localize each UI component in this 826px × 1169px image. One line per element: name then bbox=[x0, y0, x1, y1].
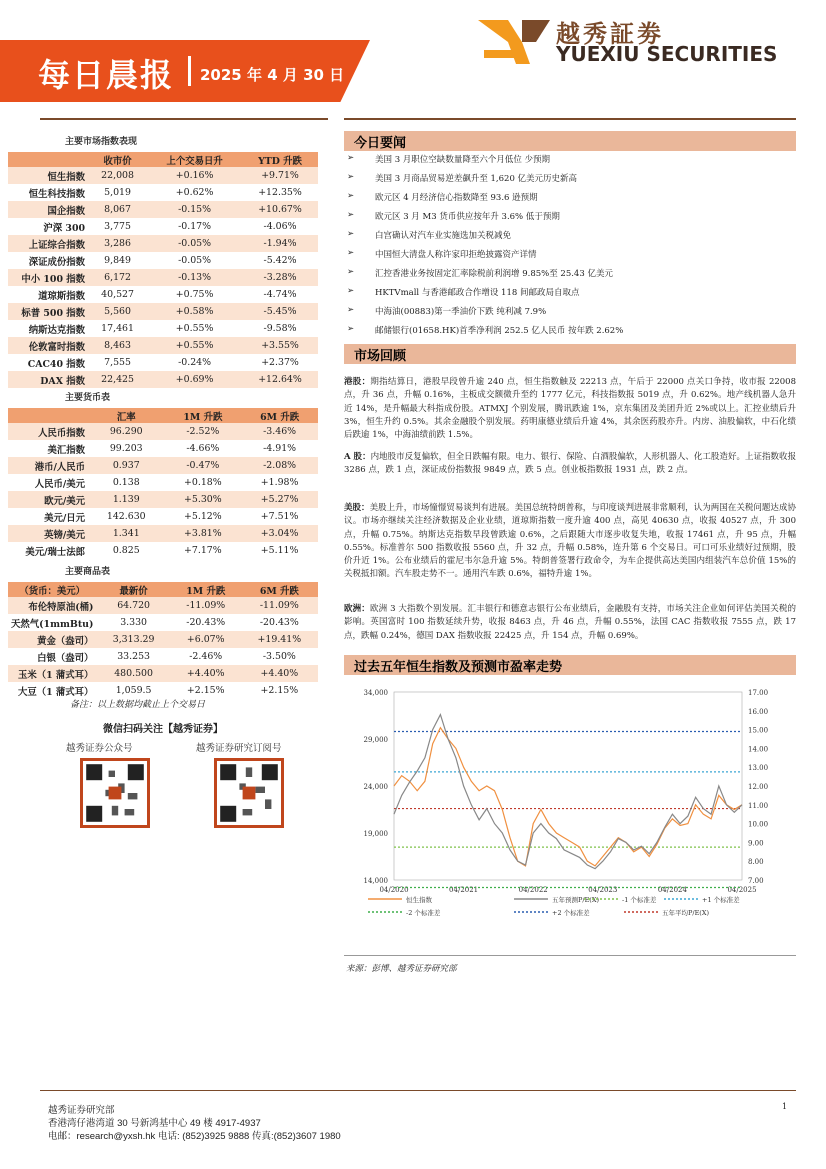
row-value: -5.45% bbox=[242, 303, 318, 320]
row-value: +0.55% bbox=[175, 323, 214, 334]
footer-address: 香港湾仔港湾道 30 号新鸿基中心 49 楼 4917-4937 bbox=[48, 1118, 261, 1129]
today-news-header bbox=[344, 131, 796, 151]
row-value: +0.16% bbox=[147, 167, 242, 184]
row-label: 欧元/美元 bbox=[8, 491, 88, 508]
y-left-tick-label: 14,000 bbox=[363, 877, 388, 885]
table-row bbox=[8, 269, 318, 286]
news-item-text: 欧元区 3 月 M3 货币供应按年升 3.6% 低于预期 bbox=[375, 212, 560, 222]
row-value: -3.28% bbox=[242, 269, 318, 286]
legend-label: +1 个标准差 bbox=[702, 896, 740, 904]
x-tick-label: 04/2021 bbox=[449, 886, 479, 894]
row-label: CAC40 指数 bbox=[27, 358, 85, 370]
row-value: +3.04% bbox=[241, 525, 318, 542]
table-header-row: （货币：美元） 最新价 1M 升跌 6M 升跌 bbox=[8, 582, 318, 597]
row-value: 99.203 bbox=[109, 443, 143, 454]
review-eu bbox=[344, 603, 796, 643]
hsi-pe-chart bbox=[344, 680, 796, 942]
right-divider bbox=[344, 118, 796, 120]
table-row bbox=[8, 614, 318, 631]
row-value: 96.290 bbox=[88, 423, 165, 440]
row-value: +4.40% bbox=[171, 665, 241, 682]
row-value: +7.51% bbox=[260, 511, 299, 522]
qr-code-icon[interactable] bbox=[214, 758, 284, 828]
row-value: 3,775 bbox=[104, 221, 131, 232]
review-a-label: A 股： bbox=[344, 452, 371, 462]
news-item-text: 欧元区 4 月经济信心指数降至 93.6 逊预期 bbox=[375, 193, 538, 203]
row-value: +6.07% bbox=[171, 631, 241, 648]
y-right-tick-label: 12.00 bbox=[748, 783, 769, 791]
table-row bbox=[8, 542, 318, 559]
legend-label: -2 个标准差 bbox=[406, 909, 441, 917]
logo-english: YUEXIU SECURITIES bbox=[556, 42, 778, 66]
row-value: +10.67% bbox=[242, 201, 318, 218]
review-hk bbox=[344, 376, 796, 442]
row-value: 480.500 bbox=[96, 665, 170, 682]
row-value: -4.66% bbox=[186, 443, 220, 454]
row-value: +5.27% bbox=[241, 491, 318, 508]
row-value: -0.24% bbox=[178, 357, 212, 368]
market-index-title: 主要市场指数表现 bbox=[65, 137, 138, 147]
row-value: -3.50% bbox=[262, 651, 296, 662]
row-value: 0.138 bbox=[112, 477, 140, 488]
legend-label: +2 个标准差 bbox=[552, 909, 590, 917]
row-value: 3.330 bbox=[120, 617, 148, 628]
row-value: +4.40% bbox=[241, 665, 318, 682]
row-value: -0.17% bbox=[178, 221, 212, 232]
market-review-title: 市场回顾 bbox=[354, 349, 407, 364]
row-value: 22,425 bbox=[88, 371, 147, 388]
table-footnote: 备注：以上数据均截止上个交易日 bbox=[70, 700, 206, 710]
row-label: 沪深 300 bbox=[43, 222, 85, 234]
table-row bbox=[8, 201, 318, 218]
row-value: +3.81% bbox=[165, 525, 242, 542]
review-eu-text: 欧洲 3 大指数个别发展。汇丰银行和德意志银行公布业绩后，金融股有支持，市场关注企业如何评估美国关税的影响。英国富时 100 指数延续升势，收报 8463 点，升 46 点，升幅 0.55%，法国 CAC 指数收报 7555 点，跌 17 点，跌幅 0.24%，德国 DAX 指数收报 22425 点，升 154 点，升幅 0.69%。 bbox=[344, 604, 796, 641]
row-value: +0.55% bbox=[147, 337, 242, 354]
row-label: 上证综合指数 bbox=[8, 235, 88, 252]
row-value: 3,286 bbox=[88, 235, 147, 252]
review-us bbox=[344, 502, 796, 582]
table-row bbox=[8, 371, 318, 388]
qr-code-icon[interactable] bbox=[80, 758, 150, 828]
row-value: +7.17% bbox=[184, 545, 222, 556]
row-label: 伦敦富时指数 bbox=[8, 337, 88, 354]
row-value: 9,849 bbox=[104, 255, 131, 266]
row-value: -0.15% bbox=[147, 201, 242, 218]
row-value: 33.253 bbox=[117, 651, 151, 662]
left-divider bbox=[40, 118, 328, 120]
y-right-tick-label: 16.00 bbox=[748, 707, 769, 716]
row-label: 英镑/美元 bbox=[8, 525, 88, 542]
market-review-header bbox=[344, 344, 796, 364]
table-row bbox=[8, 167, 318, 184]
row-value: +2.15% bbox=[186, 685, 225, 696]
y-right-tick-label: 11.00 bbox=[748, 801, 769, 810]
title-separator bbox=[188, 56, 191, 86]
qr-label-account: 越秀证券公众号 bbox=[66, 743, 133, 754]
row-value: 6,172 bbox=[88, 269, 147, 286]
table-row bbox=[8, 665, 318, 682]
table-row bbox=[8, 474, 318, 491]
x-tick-label: 04/2022 bbox=[518, 886, 548, 894]
news-item-text: 邮储银行(01658.HK)首季净利润 252.5 亿人民币 按年跌 2.62% bbox=[375, 326, 624, 336]
review-eu-label: 欧洲： bbox=[344, 604, 370, 614]
row-value: 64.720 bbox=[96, 597, 170, 614]
news-item-text: 白宫确认对汽车业实施选加关税减免 bbox=[375, 231, 512, 241]
row-label: 美元/日元 bbox=[44, 512, 85, 524]
news-item-text: 中海油(00883)第一季油价下跌 纯利减 7.9% bbox=[375, 307, 547, 317]
row-value: -0.05% bbox=[178, 255, 212, 266]
chart-header bbox=[344, 655, 796, 675]
row-value: 1.341 bbox=[88, 525, 165, 542]
row-value: +1.98% bbox=[260, 477, 299, 488]
table-row bbox=[8, 337, 318, 354]
row-value: +0.69% bbox=[147, 371, 242, 388]
x-tick-label: 04/2023 bbox=[588, 886, 618, 894]
row-value: +12.64% bbox=[242, 371, 318, 388]
row-value: -0.13% bbox=[147, 269, 242, 286]
x-tick-label: 04/2025 bbox=[727, 886, 757, 894]
row-label: 港币/人民币 bbox=[8, 457, 88, 474]
page-number: 1 bbox=[782, 1102, 788, 1111]
row-value: -2.08% bbox=[241, 457, 318, 474]
row-value: +0.75% bbox=[175, 289, 214, 300]
row-value: +5.12% bbox=[184, 511, 222, 522]
row-value: -11.09% bbox=[171, 597, 241, 614]
row-label: 标普 500 指数 bbox=[8, 303, 88, 320]
row-label: 布伦特原油(桶) bbox=[8, 597, 96, 614]
row-label: DAX 指数 bbox=[8, 371, 88, 388]
row-label: 纳斯达克指数 bbox=[28, 324, 85, 336]
row-value: -2.46% bbox=[189, 651, 223, 662]
table-row bbox=[8, 648, 318, 665]
news-item-text: 汇控香港业务按固定汇率除税前利润增 9.85%至 25.43 亿美元 bbox=[375, 269, 613, 279]
review-a bbox=[344, 451, 796, 478]
footer-contact: 电邮：research@yxsh.hk 电话: (852)3925 9888 传真:(852)3607 1980 bbox=[48, 1131, 341, 1142]
row-label: 人民币/美元 bbox=[34, 478, 85, 490]
row-value: +0.58% bbox=[147, 303, 242, 320]
row-value: -4.06% bbox=[263, 221, 297, 232]
series-line bbox=[394, 728, 742, 866]
y-right-tick-label: 14.00 bbox=[748, 745, 769, 754]
table-row bbox=[8, 252, 318, 269]
commodity-title: 主要商品表 bbox=[65, 567, 111, 577]
row-value: 40,527 bbox=[101, 289, 134, 300]
y-left-tick-label: 19,000 bbox=[363, 830, 388, 838]
row-value: -4.74% bbox=[263, 289, 297, 300]
row-value: +19.41% bbox=[241, 631, 318, 648]
y-right-tick-label: 10.00 bbox=[748, 820, 769, 829]
row-value: 22,008 bbox=[88, 167, 147, 184]
row-value: +0.62% bbox=[175, 187, 214, 198]
row-label: 美汇指数 bbox=[47, 444, 85, 456]
row-value: 1.139 bbox=[88, 491, 165, 508]
row-value: -0.47% bbox=[165, 457, 242, 474]
row-label: 恒生科技指数 bbox=[28, 188, 85, 200]
row-value: -3.46% bbox=[241, 423, 318, 440]
legend-label: 五年平均P/E(X) bbox=[662, 909, 710, 917]
table-row bbox=[8, 303, 318, 320]
row-value: +2.15% bbox=[260, 685, 299, 696]
legend-label: 恒生指数 bbox=[406, 896, 432, 904]
table-row bbox=[8, 457, 318, 474]
row-value: +2.37% bbox=[261, 357, 299, 368]
row-label: 黄金（盎司） bbox=[8, 631, 96, 648]
review-us-text: 美股上升，市场憧憬贸易谈判有进展。美国总统特朗普称，与印度谈判进展非常顺利，认为两国在关税问题达成协议。市场亦继续关注经济数据及企业业绩，道琼斯指数一度升逾 400 点，高见 40630 点，收报 40527 点，升 300 点，升幅 0.75%。纳斯达克指数早段曾跌逾 0.6%，之后跟随大市逐步收复失地，收报 17461 点，升 95 点，升幅 0.55%。标准普尔 500 指数收报 5560 点，升 32 点，升幅 0.58%，连升第 6 个交易日。可口可乐业绩好过预期，股价升近 1%。公布业绩后的霍尼韦尔急升逾 5%。特朗普签署行政命令，为车企提供高达美国内组装汽车总价值 15%的关税抵扣额。汽车股走势不一。通用汽车跌 0.6%，福特升逾 1%。 bbox=[344, 503, 796, 580]
row-value: 0.825 bbox=[112, 545, 140, 556]
news-item-text: HKTVmall 与香港邮政合作增设 118 间邮政局自取点 bbox=[375, 288, 580, 298]
y-right-tick-label: 7.00 bbox=[748, 877, 764, 885]
market-index-table bbox=[8, 152, 318, 388]
row-label: 道琼斯指数 bbox=[38, 290, 85, 302]
row-value: +12.35% bbox=[258, 187, 302, 198]
row-label: 美元/瑞士法郎 bbox=[25, 546, 85, 558]
row-value: -0.05% bbox=[147, 235, 242, 252]
legend-label: 五年预测P/E(X) bbox=[552, 896, 600, 904]
row-value: -9.58% bbox=[263, 323, 297, 334]
review-a-text: 内地股市反复偏软，但全日跌幅有限。电力、银行、保险、白酒股偏软，人形机器人、化工股造好。上证指数收报 3286 点，跌 1 点，深证成份指数报 9849 点，跌 5 点。创业板指数报 1931 点，跌 2 点。 bbox=[344, 452, 796, 476]
table-header-row: 收市价 上个交易日升 YTD 升跌 bbox=[8, 152, 318, 167]
series-line bbox=[394, 715, 742, 869]
row-value: 7,555 bbox=[104, 357, 131, 368]
news-item-text: 美国 3 月职位空缺数量降至六个月低位 少预期 bbox=[375, 155, 551, 165]
row-label: 大豆（1 蒲式耳） bbox=[18, 686, 94, 698]
row-value: 142.630 bbox=[106, 511, 146, 522]
row-label: 深证成份指数 bbox=[28, 256, 85, 268]
row-label: 人民币指数 bbox=[8, 423, 88, 440]
table-row bbox=[8, 491, 318, 508]
row-value: -4.91% bbox=[263, 443, 297, 454]
table-row bbox=[8, 235, 318, 252]
row-value: 3,313.29 bbox=[96, 631, 170, 648]
row-label: 白银（盎司） bbox=[37, 652, 94, 664]
y-left-tick-label: 24,000 bbox=[363, 783, 388, 791]
row-value: +5.30% bbox=[165, 491, 242, 508]
row-value: -5.42% bbox=[263, 255, 297, 266]
row-value: 5,560 bbox=[88, 303, 147, 320]
logo-chinese: 越秀証劵 bbox=[556, 20, 664, 48]
report-date: 2025 年 4 月 30 日 bbox=[200, 66, 345, 84]
row-label: 玉米（1 蒲式耳） bbox=[8, 665, 96, 682]
row-value: -20.43% bbox=[186, 617, 226, 628]
row-value: 8,463 bbox=[88, 337, 147, 354]
table-row bbox=[8, 184, 318, 201]
row-value: -20.43% bbox=[259, 617, 299, 628]
row-value: +9.71% bbox=[242, 167, 318, 184]
row-value: 0.937 bbox=[88, 457, 165, 474]
row-label: 恒生指数 bbox=[8, 167, 88, 184]
y-left-tick-label: 29,000 bbox=[363, 736, 388, 744]
y-right-tick-label: 15.00 bbox=[748, 726, 769, 735]
footer-rule bbox=[40, 1090, 796, 1091]
report-title: 每日晨报 bbox=[38, 56, 175, 94]
row-value: +5.11% bbox=[260, 545, 299, 556]
row-value: 17,461 bbox=[101, 323, 134, 334]
yuexiu-logo-icon bbox=[478, 12, 550, 72]
table-row bbox=[8, 218, 318, 235]
currency-title: 主要货币表 bbox=[65, 393, 111, 403]
row-value: -11.09% bbox=[241, 597, 318, 614]
y-right-tick-label: 17.00 bbox=[748, 689, 769, 697]
row-value: +0.18% bbox=[184, 477, 222, 488]
table-row bbox=[8, 525, 318, 542]
chart-section-title: 过去五年恒生指数及预测市盈率走势 bbox=[354, 660, 563, 675]
table-row bbox=[8, 423, 318, 440]
table-header-row: 汇率 1M 升跌 6M 升跌 bbox=[8, 408, 318, 423]
y-left-tick-label: 34,000 bbox=[363, 689, 388, 697]
currency-table bbox=[8, 408, 318, 559]
x-tick-label: 04/2024 bbox=[657, 886, 687, 894]
footer-dept: 越秀证券研究部 bbox=[48, 1105, 115, 1116]
y-right-tick-label: 9.00 bbox=[748, 839, 764, 848]
chart-bottom-rule bbox=[344, 955, 796, 956]
table-row bbox=[8, 286, 318, 303]
row-value: -1.94% bbox=[242, 235, 318, 252]
table-row bbox=[8, 508, 318, 525]
qr-label-research: 越秀证券研究订阅号 bbox=[196, 743, 282, 754]
review-hk-text: 期指结算日，港股早段曾升逾 240 点，恒生指数触及 22213 点，午后于 22000 点关口争持，收市报 22008 点，升 36 点，升幅 0.16%，主板成交额微升至约 1777 亿元，科技指数报 5019 点，升 0.62%。地产线机器人急升近 14%，是升幅最大科指成份股。ATMXJ 个别发展，腾讯跌逾 1%，京东集团及美团升近 2%或以上。汇控业绩后升 3%，恒生升约 0.5%。其余金融股个别发展。药明康德业绩后升逾 4%，其余医药股亦升。内房、油股偏软，中石化绩后跌逾 1%，中海油绩前跌 1.5%。 bbox=[344, 377, 796, 441]
news-item-text: 中国恒大清盘人称许家印拒绝披露资产详情 bbox=[375, 250, 537, 260]
table-row bbox=[8, 440, 318, 457]
today-news-title: 今日要闻 bbox=[354, 136, 407, 151]
commodity-table bbox=[8, 582, 318, 699]
table-row bbox=[8, 354, 318, 371]
y-right-tick-label: 8.00 bbox=[748, 858, 764, 867]
row-value: -2.52% bbox=[165, 423, 242, 440]
row-value: 5,019 bbox=[104, 187, 131, 198]
row-value: 8,067 bbox=[88, 201, 147, 218]
review-us-label: 美股： bbox=[344, 503, 370, 513]
table-row bbox=[8, 320, 318, 337]
y-right-tick-label: 13.00 bbox=[748, 764, 769, 773]
legend-label: -1 个标准差 bbox=[622, 896, 657, 904]
news-item-text: 美国 3 月商品贸易逆差飙升至 1,620 亿美元历史新高 bbox=[375, 174, 578, 184]
row-label: 天然气(1mmBtu) bbox=[11, 618, 94, 630]
row-value: +3.55% bbox=[242, 337, 318, 354]
review-hk-label: 港股： bbox=[344, 377, 371, 387]
wechat-follow-title: 微信扫码关注【越秀证券】 bbox=[103, 724, 223, 735]
row-label: 中小 100 指数 bbox=[8, 269, 88, 286]
row-value: 1,059.5 bbox=[115, 685, 152, 696]
table-row bbox=[8, 597, 318, 614]
chart-source: 来源：彭博、越秀证券研究部 bbox=[346, 964, 457, 974]
x-tick-label: 04/2020 bbox=[379, 886, 409, 894]
row-label: 国企指数 bbox=[8, 201, 88, 218]
table-row bbox=[8, 631, 318, 648]
